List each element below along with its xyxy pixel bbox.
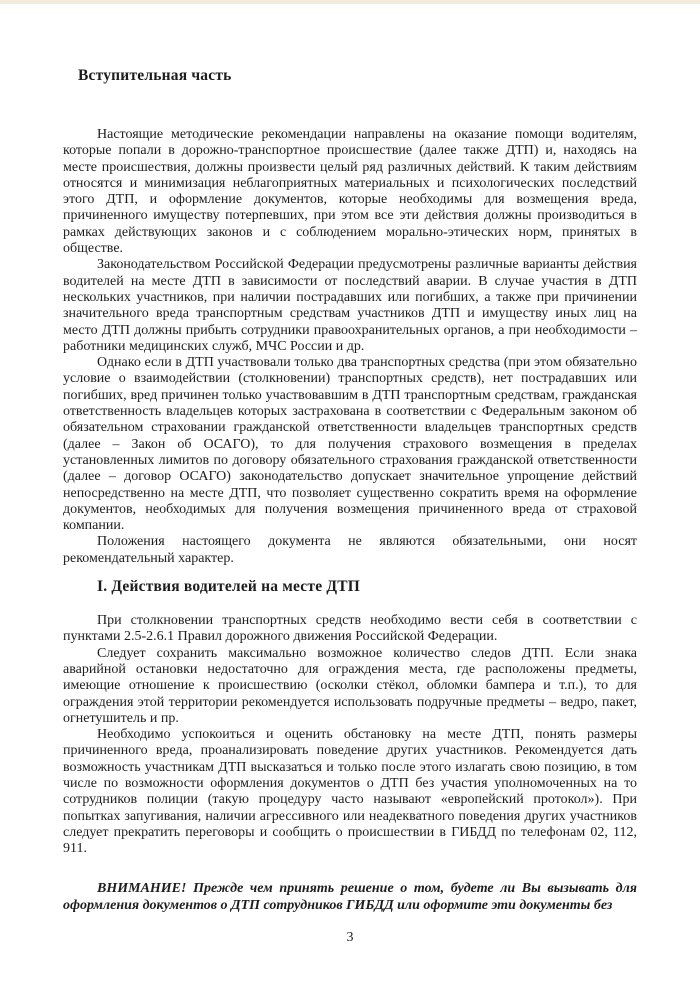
section1-paragraph-1: При столкновении транспортных средств необходимо вести себя в соответствии с пунктами 2.5-2.6.1 Правил дорожного движения Российской Федерации. xyxy=(63,613,637,645)
intro-paragraph-4: Положения настоящего документа не являются обязательными, они носят рекомендательный характер. xyxy=(63,534,637,566)
document-page xyxy=(0,67,700,946)
intro-paragraph-2: Законодательством Российской Федерации предусмотрены различные варианты действия водителей на месте ДТП в зависимости от последствий аварии. В случае участия в ДТП нескольких участников, при наличии пострадавших или погибших, а также при причинении значительного вреда транспортным средствам участников ДТП и имуществу иных лиц на место ДТП должны прибыть сотрудники правоохранительных органов, а при необходимости – работники медицинских служб, МЧС России и др. xyxy=(63,257,637,354)
attention-paragraph: ВНИМАНИЕ! Прежде чем принять решение о том, будете ли Вы вызывать для оформления документов о ДТП сотрудников ГИБДД или оформите эти документы без xyxy=(63,881,637,913)
section1-paragraph-2: Следует сохранить максимально возможное количество следов ДТП. Если знака аварийной остановки недостаточно для ограждения места, где расположены предметы, имеющие отношение к происшествию (осколки стёкол, обломки бампера и т.п.), то для ограждения этой территории рекомендуется использовать подручные предметы – ведро, пакет, огнетушитель и пр. xyxy=(63,645,637,726)
intro-paragraph-3: Однако если в ДТП участвовали только два транспортных средства (при этом обязательно условие о взаимодействии (столкновении) транспортных средств), нет пострадавших или погибших, вред причинен только участвовавшим в ДТП транспортным средствам, гражданская ответственность владельцев которых застрахована в соответствии с Федеральным законом об обязательном страховании гражданской ответственности владельцев транспортных средств (далее – Закон об ОСАГО), то для получения страхового возмещения в пределах установленных лимитов по договору обязательного страхования гражданской ответственности (далее – договор ОСАГО) законодательство допускает значительное упрощение действий непосредственно на месте ДТП, что позволяет существенно сократить время на оформление документов, необходимых для получения возмещения причиненного вреда от страховой компании. xyxy=(63,355,637,534)
section1-paragraph-3: Необходимо успокоиться и оценить обстановку на месте ДТП, понять размеры причиненного вреда, проанализировать поведение других участников. Рекомендуется дать возможность участникам ДТП высказаться и только после этого излагать свою позицию, в том числе по возможности оформления документов о ДТП без участия уполномоченных на то сотрудников полиции (такую процедуру часто называют «европейский протокол»). При попытках запугивания, наличии агрессивного или неадекватного поведения других участников следует прекратить переговоры и сообщить о происшествии в ГИБДД по телефонам 02, 112, 911. xyxy=(63,727,637,857)
document-body xyxy=(63,127,637,914)
section1-heading: I. Действия водителей на месте ДТП xyxy=(97,578,361,596)
page-top-edge-shade xyxy=(0,4,700,9)
intro-paragraph-1: Настоящие методические рекомендации направлены на оказание помощи водителям, которые попали в дорожно-транспортное происшествие (далее также ДТП) и, находясь на месте происшествия, должны произвести целый ряд различных действий. К таким действиям относятся и минимизация неблагоприятных материальных и психологических последствий этого ДТП, и оформление документов, которые необходимы для возмещения вреда, причиненного имуществу потерпевших, при этом все эти действия должны производиться в рамках действующих законов и с соблюдением морально-этических норм, принятых в обществе. xyxy=(63,127,637,257)
page-number: 3 xyxy=(346,930,354,946)
intro-heading: Вступительная часть xyxy=(78,67,232,84)
